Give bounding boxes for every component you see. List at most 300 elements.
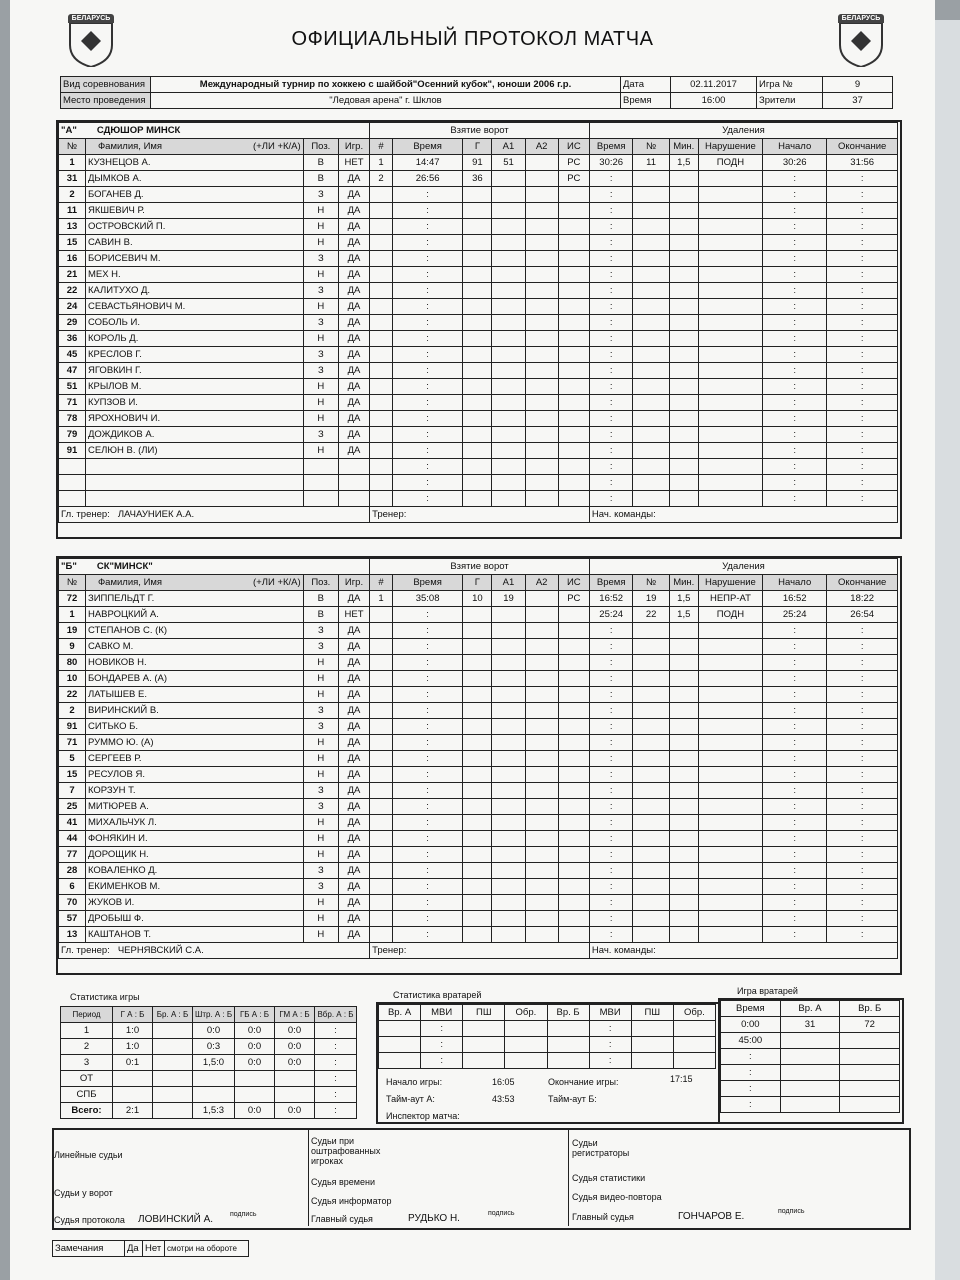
- col-p_start-header: Начало: [763, 139, 827, 155]
- player-number: 78: [59, 411, 86, 427]
- goalie-stats-cell: [463, 1037, 505, 1053]
- player-plays: ДА: [338, 799, 369, 815]
- goal-cell: [525, 671, 558, 687]
- goal-cell: [558, 203, 589, 219]
- penalty-cell: 25:24: [589, 607, 633, 623]
- player-plays: НЕТ: [338, 155, 369, 171]
- penalty-cell: :: [589, 847, 633, 863]
- penalty-cell: :: [827, 671, 898, 687]
- penalty-cell: :: [827, 655, 898, 671]
- goal-cell: [492, 687, 525, 703]
- goal-cell: [525, 251, 558, 267]
- player-row: [59, 171, 898, 187]
- penalty-cell: [669, 879, 698, 895]
- penalty-cell: :: [827, 459, 898, 475]
- penalty-cell: [633, 267, 669, 283]
- goal-cell: [370, 863, 393, 879]
- goal-cell: [370, 187, 393, 203]
- game-stats-cell: 1,5:3: [193, 1103, 235, 1119]
- goal-cell: [492, 219, 525, 235]
- penalty-cell: :: [827, 235, 898, 251]
- penalty-cell: :: [827, 719, 898, 735]
- col-pos-header: Поз.: [303, 575, 338, 591]
- goal-cell: [370, 767, 393, 783]
- player-name: КОВАЛЕНКО Д.: [85, 863, 303, 879]
- time-label: Время: [621, 93, 671, 109]
- goal-cell: [463, 607, 492, 623]
- col-plus-label: (+ЛИ +К/А): [253, 141, 301, 152]
- penalty-cell: [669, 799, 698, 815]
- game-stats-cell: 0:3: [193, 1039, 235, 1055]
- penalty-cell: :: [763, 219, 827, 235]
- penalty-cell: [633, 283, 669, 299]
- penalty-cell: [698, 187, 762, 203]
- col-g_is-header: ИС: [558, 575, 589, 591]
- player-plays: ДА: [338, 427, 369, 443]
- player-row: [59, 655, 898, 671]
- goalie-stats-cell: [379, 1037, 421, 1053]
- goal-cell: [463, 735, 492, 751]
- player-row: [59, 331, 898, 347]
- penalty-cell: [698, 687, 762, 703]
- logo-text: БЕЛАРУСЬ: [68, 14, 114, 23]
- player-name: МИХАЛЬЧУК Л.: [85, 815, 303, 831]
- player-row: [59, 347, 898, 363]
- player-row: [59, 623, 898, 639]
- player-name: ЯГОВКИН Г.: [85, 363, 303, 379]
- goal-cell: [525, 171, 558, 187]
- goal-cell: [558, 655, 589, 671]
- goal-cell: [492, 459, 525, 475]
- player-number: 51: [59, 379, 86, 395]
- player-number: 29: [59, 315, 86, 331]
- penalties-title: Удаления: [589, 559, 897, 575]
- col-g_a2-header: А2: [525, 575, 558, 591]
- goal-cell: [492, 735, 525, 751]
- goal-cell: [370, 831, 393, 847]
- col-p_end-header: Окончание: [827, 139, 898, 155]
- player-position: В: [303, 171, 338, 187]
- player-number: 10: [59, 671, 86, 687]
- player-number: 77: [59, 847, 86, 863]
- scorekeeper-label: Судья протокола: [54, 1215, 125, 1225]
- goal-cell: [370, 703, 393, 719]
- player-position: З: [303, 347, 338, 363]
- game-stats-cell: 1,5:0: [193, 1055, 235, 1071]
- penalty-cell: :: [827, 927, 898, 943]
- penalty-cell: [698, 703, 762, 719]
- goal-cell: :: [392, 411, 463, 427]
- goal-cell: 19: [492, 591, 525, 607]
- penalty-cell: 19: [633, 591, 669, 607]
- competition-label: Вид соревнования: [61, 77, 151, 93]
- goal-cell: [492, 235, 525, 251]
- player-plays: ДА: [338, 911, 369, 927]
- player-position: Н: [303, 379, 338, 395]
- game-stats-cell: :: [315, 1023, 357, 1039]
- penalty-cell: [633, 687, 669, 703]
- penalty-cell: [669, 427, 698, 443]
- captain-cell: Нач. команды:: [589, 507, 897, 523]
- goal-cell: :: [392, 655, 463, 671]
- player-position: Н: [303, 815, 338, 831]
- player-position: Н: [303, 671, 338, 687]
- penalty-cell: :: [827, 911, 898, 927]
- goalie-game-cell: [840, 1097, 900, 1113]
- goal-cell: [525, 895, 558, 911]
- goals-title: Взятие ворот: [370, 123, 590, 139]
- goalie-stats-cell: [505, 1037, 547, 1053]
- player-plays: ДА: [338, 315, 369, 331]
- goalie-stats-header: МВИ: [589, 1005, 631, 1021]
- player-number: 91: [59, 443, 86, 459]
- goal-cell: [525, 879, 558, 895]
- col-p_start-header: Начало: [763, 575, 827, 591]
- col-g_g-header: Г: [463, 575, 492, 591]
- penalty-cell: 11: [633, 155, 669, 171]
- goal-cell: [558, 799, 589, 815]
- player-plays: ДА: [338, 331, 369, 347]
- team_b-table: [58, 558, 898, 959]
- goalie-game-cell: :: [721, 1049, 781, 1065]
- goal-cell: [558, 251, 589, 267]
- goal-cell: :: [392, 687, 463, 703]
- penalty-cell: 1,5: [669, 591, 698, 607]
- player-number: 22: [59, 687, 86, 703]
- penalty-cell: [633, 171, 669, 187]
- goal-cell: [463, 671, 492, 687]
- player-number: 57: [59, 911, 86, 927]
- penalty-cell: [669, 735, 698, 751]
- penalty-cell: [669, 687, 698, 703]
- goal-cell: РС: [558, 155, 589, 171]
- player-position: Н: [303, 395, 338, 411]
- col-p_inf-header: Нарушение: [698, 575, 762, 591]
- spectators-label: Зрители: [757, 93, 823, 109]
- game-start-label: Начало игры:: [386, 1077, 443, 1087]
- goal-cell: [370, 363, 393, 379]
- date-value: 02.11.2017: [671, 77, 757, 93]
- goal-cell: :: [392, 719, 463, 735]
- goalie-stats-cell: [505, 1053, 547, 1069]
- goalie-game-cell: 0:00: [721, 1017, 781, 1033]
- game-stats-cell: [193, 1071, 235, 1087]
- team_a-table: [58, 122, 898, 523]
- player-number: 15: [59, 235, 86, 251]
- penalty-cell: :: [763, 927, 827, 943]
- penalty-cell: [669, 655, 698, 671]
- penalty-cell: [633, 671, 669, 687]
- penalty-cell: :: [763, 267, 827, 283]
- penalty-cell: [698, 459, 762, 475]
- penalty-cell: [633, 799, 669, 815]
- goal-cell: [558, 639, 589, 655]
- game-end-value: 17:15: [670, 1074, 693, 1084]
- player-plays: ДА: [338, 623, 369, 639]
- penalty-cell: [698, 491, 762, 507]
- player-position: З: [303, 251, 338, 267]
- goalie-game-cell: :: [721, 1065, 781, 1081]
- penalty-cell: :: [589, 687, 633, 703]
- goal-cell: [370, 251, 393, 267]
- goal-cell: [525, 911, 558, 927]
- goal-cell: [558, 863, 589, 879]
- penalty-cell: [633, 639, 669, 655]
- goal-cell: [525, 315, 558, 331]
- player-position: Н: [303, 735, 338, 751]
- player-number: 28: [59, 863, 86, 879]
- goal-cell: :: [392, 315, 463, 331]
- penalty-cell: [669, 219, 698, 235]
- goalie-stats-header: Вр. А: [379, 1005, 421, 1021]
- col-name-header: [85, 139, 303, 155]
- goal-cell: :: [392, 491, 463, 507]
- player-number: 22: [59, 283, 86, 299]
- player-plays: ДА: [338, 591, 369, 607]
- goal-cell: [558, 491, 589, 507]
- goal-cell: [558, 767, 589, 783]
- penalty-cell: [698, 283, 762, 299]
- goal-cell: :: [392, 639, 463, 655]
- player-position: [303, 491, 338, 507]
- goal-cell: [525, 815, 558, 831]
- goal-cell: [370, 203, 393, 219]
- col-g_time-header: Время: [392, 139, 463, 155]
- goalie-game-title: Игра вратарей: [737, 986, 798, 996]
- player-plays: ДА: [338, 187, 369, 203]
- goal-cell: [525, 735, 558, 751]
- player-plays: ДА: [338, 235, 369, 251]
- goal-cell: [370, 283, 393, 299]
- game-start-value: 16:05: [492, 1077, 515, 1087]
- game-value: 9: [823, 77, 893, 93]
- goalie-stats-cell: :: [421, 1053, 463, 1069]
- player-row: [59, 443, 898, 459]
- game-stats-header: Вбр. А : Б: [315, 1007, 357, 1023]
- penalty-cell: :: [763, 203, 827, 219]
- goal-cell: [558, 607, 589, 623]
- goal-cell: :: [392, 299, 463, 315]
- penalty-cell: 31:56: [827, 155, 898, 171]
- player-row: [59, 607, 898, 623]
- col-g_a1-header: А1: [492, 139, 525, 155]
- penalty-cell: ПОДН: [698, 607, 762, 623]
- goalie-stats-cell: :: [589, 1037, 631, 1053]
- player-row: [59, 815, 898, 831]
- player-row: [59, 491, 898, 507]
- penalty-cell: :: [589, 911, 633, 927]
- game-stats-cell: :: [315, 1039, 357, 1055]
- goal-cell: [558, 623, 589, 639]
- penalty-cell: :: [827, 879, 898, 895]
- player-position: Н: [303, 687, 338, 703]
- player-number: 13: [59, 927, 86, 943]
- goal-cell: [370, 235, 393, 251]
- player-number: 16: [59, 251, 86, 267]
- penalty-cell: [669, 927, 698, 943]
- penalty-cell: :: [827, 491, 898, 507]
- player-plays: ДА: [338, 703, 369, 719]
- player-name: РЕСУЛОВ Я.: [85, 767, 303, 783]
- penalty-cell: :: [763, 251, 827, 267]
- player-row: [59, 315, 898, 331]
- penalty-cell: [698, 299, 762, 315]
- game-stats-header: ГБ А : Б: [235, 1007, 275, 1023]
- penalty-cell: [633, 863, 669, 879]
- goal-cell: [558, 299, 589, 315]
- goals-title: Взятие ворот: [370, 559, 590, 575]
- penalty-cell: :: [763, 443, 827, 459]
- penalty-cell: :: [763, 815, 827, 831]
- goal-cell: :: [392, 735, 463, 751]
- goal-cell: :: [392, 219, 463, 235]
- player-number: 5: [59, 751, 86, 767]
- col-p_num-header: №: [633, 139, 669, 155]
- penalty-cell: :: [827, 847, 898, 863]
- player-number: 6: [59, 879, 86, 895]
- goalie-game-header: Вр. Б: [840, 1001, 900, 1017]
- penalty-cell: :: [763, 687, 827, 703]
- player-name: БОРИСЕВИЧ М.: [85, 251, 303, 267]
- match-info-table: [60, 76, 893, 109]
- penalty-cell: 16:52: [589, 591, 633, 607]
- trainer-cell: Тренер:: [370, 943, 590, 959]
- officials-divider: [308, 1130, 309, 1226]
- penalty-cell: :: [589, 283, 633, 299]
- game-stats-header: Г А : Б: [113, 1007, 153, 1023]
- goalie-stats-header: МВИ: [421, 1005, 463, 1021]
- player-position: Н: [303, 655, 338, 671]
- goal-cell: [525, 395, 558, 411]
- goalie-game-cell: :: [721, 1081, 781, 1097]
- penalty-cell: :: [589, 171, 633, 187]
- penalty-cell: [698, 799, 762, 815]
- player-row: [59, 719, 898, 735]
- goal-cell: [492, 187, 525, 203]
- player-position: З: [303, 799, 338, 815]
- player-row: [59, 783, 898, 799]
- penalty-cell: :: [763, 671, 827, 687]
- goal-cell: [525, 783, 558, 799]
- goal-cell: :: [392, 847, 463, 863]
- penalty-cell: [633, 491, 669, 507]
- penalty-cell: :: [589, 783, 633, 799]
- goal-cell: [463, 847, 492, 863]
- goalie-stats-cell: [379, 1021, 421, 1037]
- game-stats-cell: 1:0: [113, 1023, 153, 1039]
- coach-cell: [59, 943, 370, 959]
- goal-cell: [525, 155, 558, 171]
- game-stats-cell: 2: [61, 1039, 113, 1055]
- goal-cell: РС: [558, 171, 589, 187]
- goal-cell: [558, 671, 589, 687]
- penalty-cell: [633, 187, 669, 203]
- game-stats-cell: [153, 1087, 193, 1103]
- player-row: [59, 911, 898, 927]
- penalty-cell: [633, 443, 669, 459]
- goal-cell: [463, 475, 492, 491]
- player-number: 15: [59, 767, 86, 783]
- player-row: [59, 251, 898, 267]
- player-name: НАВРОЦКИЙ А.: [85, 607, 303, 623]
- penalty-cell: [633, 783, 669, 799]
- goal-cell: :: [392, 475, 463, 491]
- player-row: [59, 751, 898, 767]
- goal-cell: [492, 299, 525, 315]
- video-judge-label: Судья видео-повтора: [572, 1192, 662, 1202]
- goal-cell: [370, 411, 393, 427]
- penalty-cell: [669, 703, 698, 719]
- goal-cell: [463, 363, 492, 379]
- penalty-cell: 1,5: [669, 607, 698, 623]
- penalty-cell: [698, 347, 762, 363]
- goal-cell: :: [392, 911, 463, 927]
- player-position: В: [303, 155, 338, 171]
- penalty-cell: :: [763, 847, 827, 863]
- goalie-game-cell: [840, 1065, 900, 1081]
- player-row: [59, 831, 898, 847]
- goal-cell: [370, 911, 393, 927]
- penalty-cell: :: [827, 299, 898, 315]
- game-stats-cell: [113, 1087, 153, 1103]
- game-stats-cell: 3: [61, 1055, 113, 1071]
- penalty-cell: :: [827, 767, 898, 783]
- player-name: ЗИППЕЛЬДТ Г.: [85, 591, 303, 607]
- penalty-cell: [698, 815, 762, 831]
- penalty-cell: [698, 783, 762, 799]
- player-position: З: [303, 623, 338, 639]
- player-row: [59, 879, 898, 895]
- player-name: КОРЗУН Т.: [85, 783, 303, 799]
- player-plays: ДА: [338, 203, 369, 219]
- team-letter: "Б": [61, 561, 77, 572]
- penalty-cell: [633, 235, 669, 251]
- goal-cell: 35:08: [392, 591, 463, 607]
- game-stats-cell: :: [315, 1071, 357, 1087]
- goal-cell: [370, 379, 393, 395]
- game-stats-cell: [153, 1039, 193, 1055]
- coach-name: ЛАЧАУНИЕК А.А.: [117, 509, 195, 520]
- goal-cell: [463, 895, 492, 911]
- goal-cell: [463, 863, 492, 879]
- goal-cell: :: [392, 607, 463, 623]
- player-number: 91: [59, 719, 86, 735]
- player-name: КАЛИТУХО Д.: [85, 283, 303, 299]
- goal-cell: [370, 219, 393, 235]
- goal-cell: [463, 623, 492, 639]
- penalty-cell: :: [827, 203, 898, 219]
- goal-cell: [525, 379, 558, 395]
- player-name: ЯРОХНОВИЧ И.: [85, 411, 303, 427]
- goal-cell: :: [392, 879, 463, 895]
- goal-cell: [525, 443, 558, 459]
- player-name: ЛАТЫШЕВ Е.: [85, 687, 303, 703]
- goal-cell: [463, 831, 492, 847]
- player-number: 80: [59, 655, 86, 671]
- goal-cell: [463, 767, 492, 783]
- penalty-cell: [669, 411, 698, 427]
- player-plays: ДА: [338, 767, 369, 783]
- player-number: 41: [59, 815, 86, 831]
- col-plus-label: (+ЛИ +К/А): [253, 577, 301, 588]
- goal-cell: [463, 187, 492, 203]
- goal-cell: [463, 655, 492, 671]
- player-number: 7: [59, 783, 86, 799]
- player-plays: ДА: [338, 283, 369, 299]
- player-row: [59, 799, 898, 815]
- player-name: ЖУКОВ И.: [85, 895, 303, 911]
- penalty-cell: [633, 459, 669, 475]
